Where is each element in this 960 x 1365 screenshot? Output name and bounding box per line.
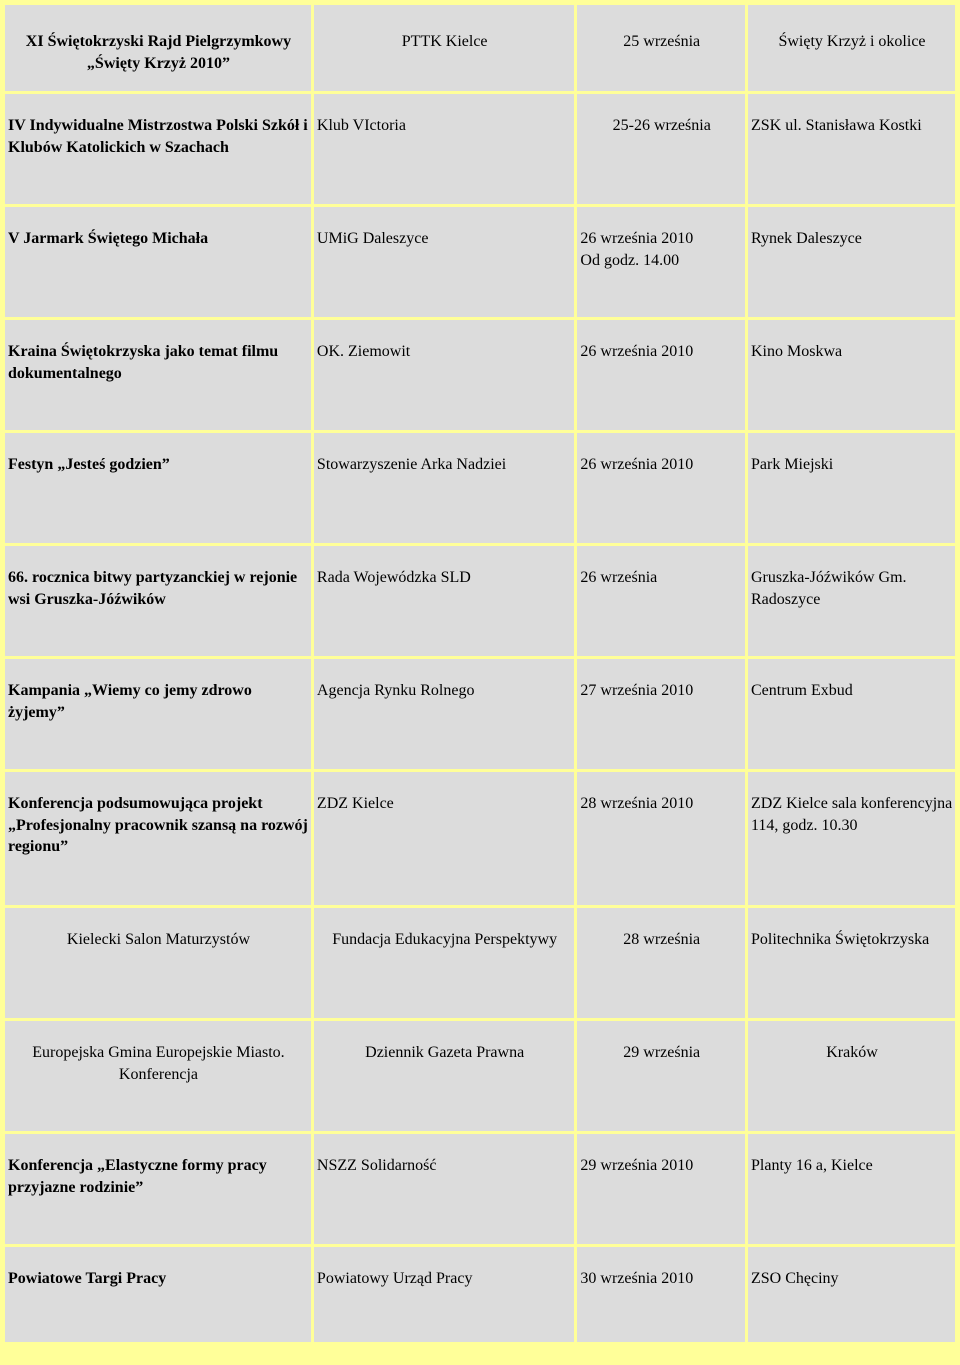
- event-date: 28 września 2010: [577, 772, 745, 905]
- event-title: Kraina Świętokrzyska jako temat filmu dokumentalnego: [5, 320, 311, 430]
- event-date: 29 września 2010: [577, 1134, 745, 1244]
- event-place: Planty 16 a, Kielce: [748, 1134, 955, 1244]
- table-row: [5, 546, 955, 656]
- event-date: 25 września: [577, 5, 745, 91]
- table-row: [5, 94, 955, 204]
- event-date: 26 września 2010 Od godz. 14.00: [577, 207, 745, 317]
- event-title: 66. rocznica bitwy partyzanckiej w rejonie wsi Gruszka-Jóźwików: [5, 546, 311, 656]
- event-organizer: Powiatowy Urząd Pracy: [314, 1247, 574, 1342]
- table-row: [5, 1021, 955, 1131]
- event-organizer: OK. Ziemowit: [314, 320, 574, 430]
- event-title: Kielecki Salon Maturzystów: [5, 908, 311, 1018]
- event-place: Centrum Exbud: [748, 659, 955, 769]
- event-place: ZDZ Kielce sala konferencyjna 114, godz. 10.30: [748, 772, 955, 905]
- event-date: 26 września 2010: [577, 320, 745, 430]
- event-place: Park Miejski: [748, 433, 955, 543]
- event-organizer: NSZZ Solidarność: [314, 1134, 574, 1244]
- event-title: Kampania „Wiemy co jemy zdrowo żyjemy”: [5, 659, 311, 769]
- table-row: [5, 1247, 955, 1342]
- event-organizer: Rada Wojewódzka SLD: [314, 546, 574, 656]
- event-place: ZSO Chęciny: [748, 1247, 955, 1342]
- table-row: [5, 772, 955, 905]
- event-organizer: Fundacja Edukacyjna Perspektywy: [314, 908, 574, 1018]
- event-date: 28 września: [577, 908, 745, 1018]
- event-date: 29 września: [577, 1021, 745, 1131]
- event-title: XI Świętokrzyski Rajd Pielgrzymkowy „Święty Krzyż 2010”: [5, 5, 311, 91]
- events-table: [2, 2, 958, 1345]
- event-date: 27 września 2010: [577, 659, 745, 769]
- table-row: [5, 433, 955, 543]
- event-place: Rynek Daleszyce: [748, 207, 955, 317]
- event-organizer: UMiG Daleszyce: [314, 207, 574, 317]
- table-row: [5, 1134, 955, 1244]
- table-row: [5, 5, 955, 91]
- table-row: [5, 320, 955, 430]
- event-place: Gruszka-Jóźwików Gm. Radoszyce: [748, 546, 955, 656]
- event-organizer: Klub VIctoria: [314, 94, 574, 204]
- event-title: Konferencja podsumowująca projekt „Profesjonalny pracownik szansą na rozwój regionu”: [5, 772, 311, 905]
- event-organizer: Agencja Rynku Rolnego: [314, 659, 574, 769]
- event-title: Powiatowe Targi Pracy: [5, 1247, 311, 1342]
- event-organizer: Dziennik Gazeta Prawna: [314, 1021, 574, 1131]
- table-row: [5, 207, 955, 317]
- event-place: Politechnika Świętokrzyska: [748, 908, 955, 1018]
- table-row: [5, 908, 955, 1018]
- event-place: Święty Krzyż i okolice: [748, 5, 955, 91]
- event-title: Konferencja „Elastyczne formy pracy przyjazne rodzinie”: [5, 1134, 311, 1244]
- event-title: IV Indywidualne Mistrzostwa Polski Szkół i Klubów Katolickich w Szachach: [5, 94, 311, 204]
- event-organizer: PTTK Kielce: [314, 5, 574, 91]
- table-row: [5, 659, 955, 769]
- event-place: Kraków: [748, 1021, 955, 1131]
- event-title: Festyn „Jesteś godzien”: [5, 433, 311, 543]
- event-place: ZSK ul. Stanisława Kostki: [748, 94, 955, 204]
- event-date: 30 września 2010: [577, 1247, 745, 1342]
- event-title: V Jarmark Świętego Michała: [5, 207, 311, 317]
- event-date: 26 września 2010: [577, 433, 745, 543]
- event-organizer: Stowarzyszenie Arka Nadziei: [314, 433, 574, 543]
- event-organizer: ZDZ Kielce: [314, 772, 574, 905]
- event-place: Kino Moskwa: [748, 320, 955, 430]
- event-title: Europejska Gmina Europejskie Miasto. Konferencja: [5, 1021, 311, 1131]
- event-date: 25-26 września: [577, 94, 745, 204]
- event-date: 26 września: [577, 546, 745, 656]
